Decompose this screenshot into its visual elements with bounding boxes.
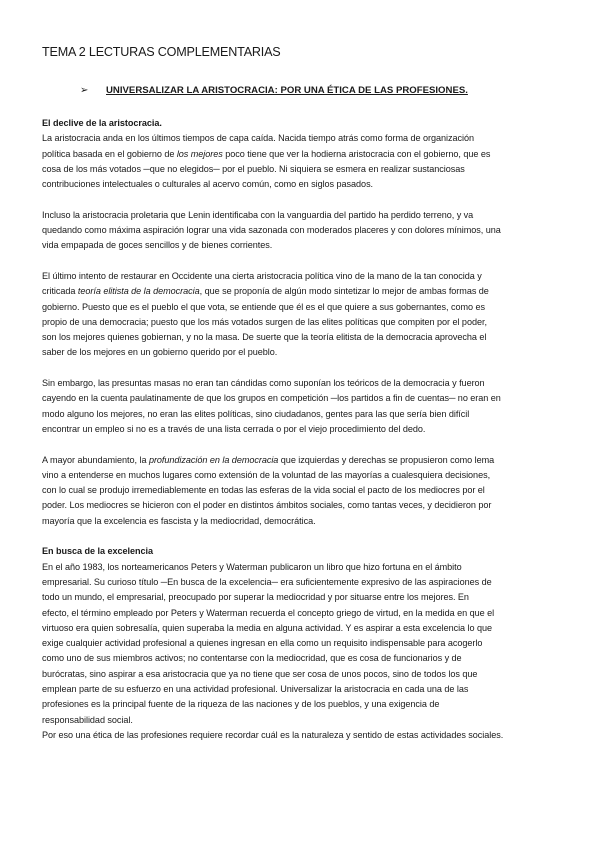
text-run: poco tiene que ver la hodierna aristocracia con el gobierno, que es xyxy=(222,148,491,159)
arrow-bullet-icon: ➢ xyxy=(80,85,89,96)
paragraph xyxy=(42,269,560,361)
text-line: vida empapada de goces sencillos y de bienes corrientes. xyxy=(42,240,273,251)
text-line: propio de una democracia; puesto que los más votados surgen de las elites políticas que compiten por el poder, xyxy=(42,316,487,327)
page-title: TEMA 2 LECTURAS COMPLEMENTARIAS xyxy=(42,45,281,59)
text-line: exige cualquier actividad profesional a quienes ingresan en ella como un requisito indispensable para acogerlo xyxy=(42,638,483,649)
section-bullet xyxy=(80,85,468,96)
text-line: gobierno. Puesto que es el pueblo el que vota, se entiende que él es el que quiere a sus gobernantes, como es xyxy=(42,301,485,312)
document-body xyxy=(42,116,560,743)
text-run: , que se proponía de algún modo sintetizar lo mejor de ambas formas de xyxy=(199,286,489,297)
text-run: que izquierdas y derechas se propusieron como lema xyxy=(278,454,495,465)
text-line: cosa de los más votados ─que no elegidos─ por el pueblo. Ni siquiera se esmera en realizar sustanciosas xyxy=(42,163,465,174)
section-heading-excelencia: En busca de la excelencia xyxy=(42,546,153,557)
section-subtitle: UNIVERSALIZAR LA ARISTOCRACIA: POR UNA ÉTICA DE LAS PROFESIONES. xyxy=(106,85,468,96)
paragraph xyxy=(42,208,560,254)
text-line: Incluso la aristocracia proletaria que Lenin identificaba con la vanguardia del partido ha perdido terreno, y va xyxy=(42,209,474,220)
text-line xyxy=(42,453,560,468)
text-line xyxy=(42,147,560,162)
text-line: virtuoso era quien sobresalía, quien superaba la media en alguna actividad. Y es aspirar a esta excelencia lo que xyxy=(42,622,493,633)
text-line: burócratas, sino aspirar a esa aristocracia que ya no tiene que ser cosa de unos pocos, sino de todos los que xyxy=(42,668,478,679)
section-heading-declive: El declive de la aristocracia. xyxy=(42,118,162,128)
text-line: La aristocracia anda en los últimos tiempos de capa caída. Nacida tiempo atrás como forma de organización xyxy=(42,133,474,144)
text-line: vino a entenderse en muchos lugares como extensión de la voluntad de las mayorías a cualesquiera decisiones, xyxy=(42,469,491,480)
text-line: todo un mundo, el empresarial, preocupado por superar la mediocridad y por situarse entre los mejores. En xyxy=(42,592,469,603)
text-line: mayoría que la excelencia es fascista y la mediocridad, democrática. xyxy=(42,515,316,526)
italic-phrase: teoría elitista de la democracia xyxy=(77,286,200,297)
italic-phrase: los mejores xyxy=(176,148,223,159)
paragraph xyxy=(42,453,560,529)
text-line: encontrar un empleo si no es a través de una lista cerrada o por el viejo procedimiento del dedo. xyxy=(42,423,426,434)
paragraph xyxy=(42,131,560,192)
text-line: cayendo en la cuenta paulatinamente de que los grupos en competición ─los partidos a fin de cuentas─ no eran en xyxy=(42,393,501,404)
text-run: criticada xyxy=(42,286,78,297)
text-line: Por eso una ética de las profesiones requiere recordar cuál es la naturaleza y sentido de estas actividades sociales. xyxy=(42,729,504,740)
text-line: como uno de sus miembros activos; no contentarse con la mediocridad, que es cosa de funcionarios y de xyxy=(42,653,462,664)
text-line: son los mejores quienes gobiernan, y no la masa. De suerte que la teoría elitista de la democracia aprovecha el xyxy=(42,332,487,343)
text-line: En el año 1983, los norteamericanos Peters y Waterman publicaron un libro que hizo fortuna en el ámbito xyxy=(42,561,462,572)
text-run: A mayor abundamiento, la xyxy=(42,454,149,465)
text-line: con lo cual se produjo irremediablemente en todas las esferas de la vida social el pacto de los mediocres por el xyxy=(42,485,485,496)
text-line: contribuciones intelectuales o culturales al acervo común, como en siglos pasados. xyxy=(42,179,374,190)
italic-phrase: profundización en la democracia xyxy=(148,454,279,465)
text-line: efecto, el término empleado por Peters y Waterman recuerda el concepto griego de virtud, en la medida en que el xyxy=(42,607,495,618)
text-line: profesiones es la principal fuente de la riqueza de las naciones y de los pueblos, y una exigencia de xyxy=(42,699,440,710)
text-line xyxy=(42,284,560,299)
text-run: política basada en el gobierno de xyxy=(42,148,177,159)
text-line: El último intento de restaurar en Occidente una cierta aristocracia política vino de la mano de la tan conocida y xyxy=(42,270,482,281)
paragraph xyxy=(42,376,560,437)
text-line: saber de los mejores en un gobierno querido por el pueblo. xyxy=(42,347,278,358)
text-line: responsabilidad social. xyxy=(42,714,133,725)
text-line: emplean parte de su esfuerzo en una actividad profesional. Universalizar la aristocracia en cada una de las xyxy=(42,683,469,694)
text-line: Sin embargo, las presuntas masas no eran tan cándidas como suponían los teóricos de la democracia y fueron xyxy=(42,378,485,389)
text-line: empresarial. Su curioso título ─En busca de la excelencia─ era suficientemente expresivo de las aspiraciones de xyxy=(42,576,492,587)
text-line: quedando como máxima aspiración lograr una vida sazonada con moderados placeres y con dolores mínimos, una xyxy=(42,225,501,236)
text-line: poder. Los mediocres se hicieron con el poder en distintos ámbitos sociales, como tantas veces, y decidieron por xyxy=(42,500,492,511)
paragraph xyxy=(42,560,560,744)
text-line: modo alguno los mejores, no eran las elites políticas, sino ciudadanos, gentes para las que sería bien difícil xyxy=(42,408,470,419)
